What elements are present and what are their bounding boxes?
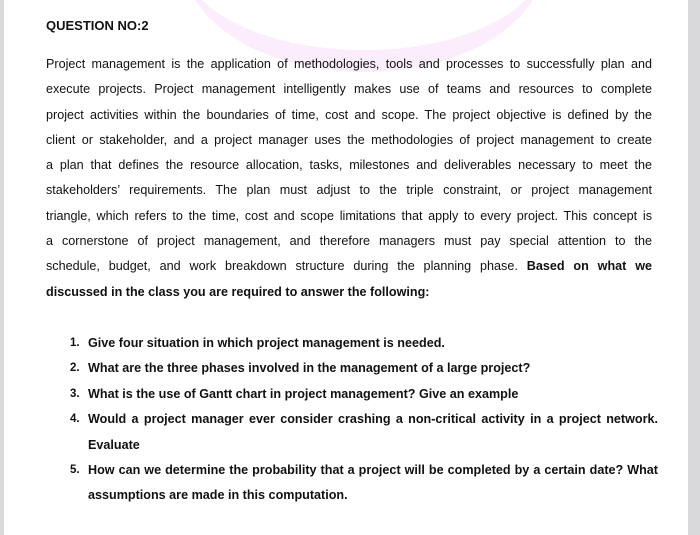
line-text: client or stakeholder, and a project manager uses the methodologies of project management to create [46,132,652,147]
question-item [46,385,658,410]
item-number: 2. [70,362,80,375]
line-text: schedule, budget, and work breakdown structure during the planning phase. [46,259,518,274]
item-text: What is the use of Gantt chart in project management? Give an example [88,386,519,401]
paragraph-line [46,55,652,80]
paragraph-line [46,106,652,131]
paragraph-line [46,257,652,282]
item-number: 1. [70,337,80,349]
line-text: Project management is the application of methodologies, tools and processes to successfully plan and [46,57,652,71]
paragraph-line [46,181,652,206]
item-text: What are the three phases involved in the management of a large project? [88,361,531,376]
item-text: Give four situation in which project management is needed. [88,336,445,350]
question-item [46,410,658,461]
paragraph-line [46,232,652,257]
line-text: execute projects. Project management intelligently makes use of teams and resources to complete [46,82,652,97]
line-text: triangle, which refers to the time, cost and scope limitations that apply to every project. This concept is [46,208,652,223]
item-number: 5. [70,463,80,476]
line-text: stakeholders’ requirements. The plan must adjust to the triple constraint, or project management [46,183,652,198]
paragraph-line [46,207,652,232]
line-text: project activities within the boundaries of time, cost and scope. The project objective is defined by the [46,107,652,122]
item-text: assumptions are made in this computation. [88,488,348,503]
questions-list [46,334,658,512]
item-text: How can we determine the probability that a project will be completed by a certain date? What [88,462,658,477]
paragraph-line [46,283,652,308]
question-item [46,359,658,384]
line-bold-text: Based on what we [526,259,652,274]
document-page [4,0,688,535]
paragraph-line [46,156,652,181]
line-text: a cornerstone of project management, and therefore managers must pay special attention to the [46,234,652,249]
question-item [46,461,658,512]
paragraph-line [46,80,652,105]
paragraph-line [46,131,652,156]
line-text: a plan that defines the resource allocation, tasks, milestones and deliverables necessary to meet the [46,158,652,173]
item-text: Evaluate [88,437,140,452]
item-text: Would a project manager ever consider crashing a non-critical activity in a project network. [88,412,658,427]
item-number: 3. [70,387,80,400]
question-item [46,334,658,359]
item-number: 4. [70,413,80,426]
line-bold-text: discussed in the class you are required to answer the following: [46,284,430,299]
question-title: QUESTION NO:2 [46,18,149,33]
intro-paragraph [46,55,652,308]
